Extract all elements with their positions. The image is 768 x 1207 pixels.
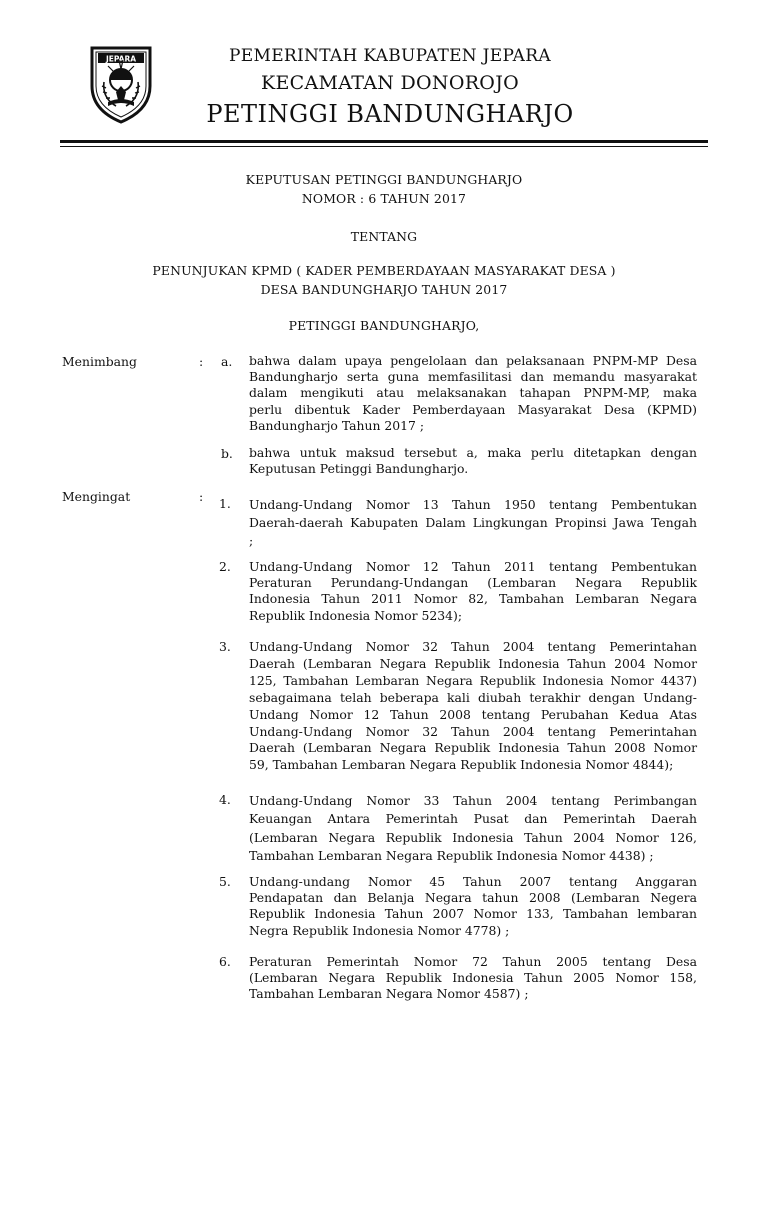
mengingat-marker-6: 6. [219,954,231,969]
mengingat-item-4 [249,792,697,866]
text-line: Keputusan Petinggi Bandungharjo. [249,461,469,477]
mengingat-marker-5: 5. [219,874,231,889]
text-line: (Lembaran Negara Republik Indonesia Tahun 2004 Nomor 126, [249,829,697,845]
text-line: Undang-undang Nomor 45 Tahun 2007 tentang Anggaran [249,874,697,889]
text-line: Daerah (Lembaran Negara Republik Indonesia Tahun 2004 Nomor [249,655,697,671]
mengingat-item-1 [249,496,697,550]
text-line: Undang-Undang Nomor 32 Tahun 2004 tentang Pemerintahan [249,723,697,739]
text-line: 59, Tambahan Lembaran Negara Republik Indonesia Nomor 4844); [249,757,674,773]
text-line: Bandungharjo Tahun 2017 ; [249,417,425,433]
subject-line-1: PENUNJUKAN KPMD ( KADER PEMBERDAYAAN MASYARAKAT DESA ) [152,263,616,278]
text-line: perlu dibentuk Kader Pemberdayaan Masyarakat Desa (KPMD) [249,401,697,417]
text-line: Peraturan Pemerintah Nomor 72 Tahun 2005 tentang Desa [249,954,697,969]
text-line: bahwa dalam upaya pengelolaan dan pelaksanaan PNPM-MP Desa [249,353,697,368]
text-line: Daerah-daerah Kabupaten Dalam Lingkungan Propinsi Jawa Tengah [249,515,697,530]
text-line: Bandungharjo serta guna memfasilitasi dan memandu masyarakat [249,369,697,385]
mengingat-item-5 [249,874,697,939]
subject-line-2: DESA BANDUNGHARJO TAHUN 2017 [260,282,508,297]
text-line: dalam mengikuti atau melaksanakan tahapan PNPM-MP, maka [249,385,697,401]
letterhead-divider-thick [60,140,708,143]
letterhead-divider-thin [60,146,708,147]
mengingat-marker-2: 2. [219,559,231,574]
text-line: Undang-Undang Nomor 13 Tahun 1950 tentang Pembentukan [249,497,697,512]
about-heading: TENTANG [350,229,418,244]
text-line: Undang Nomor 12 Tahun 2008 tentang Perubahan Kedua Atas [249,706,697,722]
mengingat-label: Mengingat [62,489,131,504]
svg-text:JEPARA: JEPARA [105,54,137,64]
menimbang-label: Menimbang [62,354,137,369]
text-line: sebagaimana telah beberapa kali diubah terakhir dengan Undang- [249,689,697,705]
decree-number: NOMOR : 6 TAHUN 2017 [301,191,467,206]
mengingat-marker-3: 3. [219,639,231,654]
text-line: Republik Indonesia Tahun 2007 Nomor 133, Tambahan lembaran [249,906,697,922]
jepara-coat-of-arms-logo [86,42,156,124]
text-line: ; [249,533,254,548]
text-line: Tambahan Lembaran Negara Republik Indonesia Nomor 4438) ; [249,848,654,864]
text-line: Tambahan Lembaran Negara Nomor 4587) ; [249,986,529,1002]
menimbang-marker-a: a. [221,354,233,369]
mengingat-marker-1: 1. [219,496,231,511]
official-title: PETINGGI BANDUNGHARJO, [288,318,480,333]
mengingat-item-2 [249,559,697,624]
menimbang-item-a [249,353,697,434]
header-government: PEMERINTAH KABUPATEN JEPARA [229,46,551,66]
header-district: KECAMATAN DONOROJO [261,72,519,94]
text-line: Republik Indonesia Nomor 5234); [249,607,463,623]
text-line: Undang-Undang Nomor 12 Tahun 2011 tentang Pembentukan [249,559,697,574]
text-line: Daerah (Lembaran Negara Republik Indonesia Tahun 2008 Nomor [249,740,697,756]
text-line: Undang-Undang Nomor 33 Tahun 2004 tentang Perimbangan [249,793,697,808]
text-line: Keuangan Antara Pemerintah Pusat dan Pemerintah Daerah [249,811,697,827]
text-line: Undang-Undang Nomor 32 Tahun 2004 tentang Pemerintahan [249,639,697,654]
text-line: Indonesia Tahun 2011 Nomor 82, Tambahan Lembaran Negara [249,591,697,607]
decree-title: KEPUTUSAN PETINGGI BANDUNGHARJO [245,172,523,187]
text-line: 125, Tambahan Lembaran Negara Republik Indonesia Nomor 4437) [249,672,697,688]
mengingat-item-3 [249,639,697,774]
text-line: (Lembaran Negara Republik Indonesia Tahun 2005 Nomor 158, [249,970,697,986]
mengingat-item-6 [249,954,697,1003]
header-village-office: PETINGGI BANDUNGHARJO [206,100,574,128]
menimbang-colon: : [199,354,204,369]
text-line: Negra Republik Indonesia Nomor 4778) ; [249,922,510,938]
text-line: bahwa untuk maksud tersebut a, maka perlu ditetapkan dengan [249,445,697,460]
text-line: Pendapatan dan Belanja Negara tahun 2008 (Lembaran Negera [249,890,697,906]
menimbang-marker-b: b. [221,446,233,461]
menimbang-item-b [249,445,697,477]
text-line: Peraturan Perundang-Undangan (Lembaran Negara Republik [249,575,697,591]
mengingat-colon: : [199,489,204,504]
mengingat-marker-4: 4. [219,792,231,807]
